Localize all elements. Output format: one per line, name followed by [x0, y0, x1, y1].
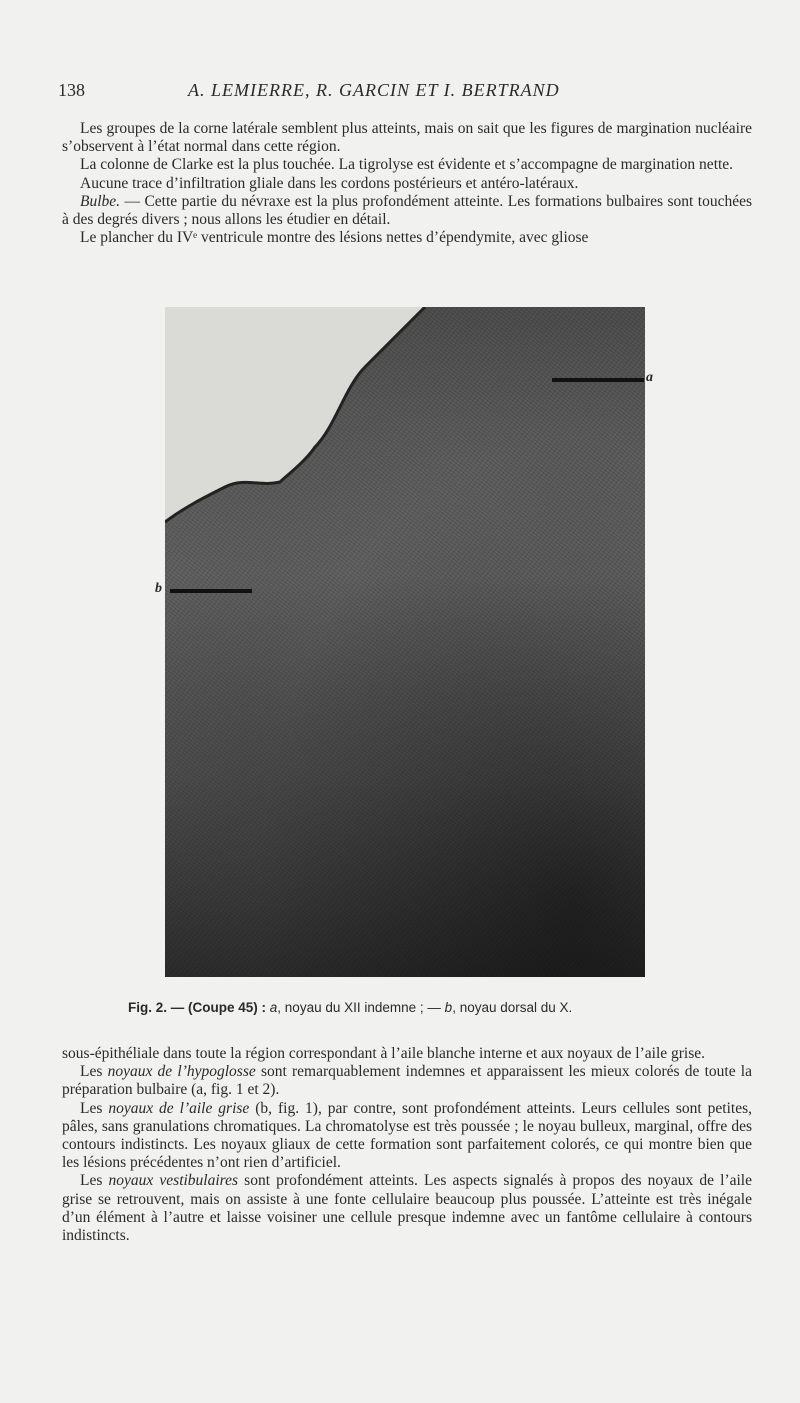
paragraph: Le plancher du IVᵉ ventricule montre des lésions nettes d’épendymite, avec gliose [80, 229, 589, 247]
paragraph: Aucune trace d’infiltration gliale dans les cordons postérieurs et antéro-latéraux. [80, 174, 579, 192]
micrograph-figure [165, 307, 645, 977]
paragraph [62, 1172, 752, 1245]
paragraph-text: sont profondément atteints. Les aspects signalés à propos des noyaux de l’aile grise se retrouvent, mais on assiste à une fonte cellulaire beaucoup plus poussée. L’atteinte est très inégale d’un élément à l’autre et laisse voisiner une cellule presque indemne avec un fantôme cellulaire à contours indistincts. [62, 1172, 752, 1245]
paragraph: La colonne de Clarke est la plus touchée. La tigrolyse est évidente et s’accompagne de margination nette. [80, 156, 734, 174]
caption-lead: Fig. 2. — (Coupe 45) : [128, 1000, 267, 1015]
caption-letter-a: a [269, 1000, 278, 1015]
italic-term: noyaux de l’aile grise [108, 1099, 250, 1117]
caption-text-b: , noyau dorsal du X. [452, 1000, 573, 1015]
section-heading: Bulbe. [80, 192, 121, 210]
paragraph-text: Les [80, 1172, 109, 1190]
paragraph: Les groupes de la corne latérale semblent plus atteints, mais on sait que les figures de margination nucléaire s’observent à l’état normal dans cette région. [62, 120, 752, 156]
paragraph [62, 1063, 752, 1099]
running-head: A. LEMIERRE, R. GARCIN ET I. BERTRAND [188, 80, 560, 100]
paragraph-text: sont remarquablement indemnes et apparaissent les mieux colorés de toute la préparation bulbaire (a, fig. 1 et 2). [62, 1063, 752, 1099]
paragraph-text: Les [80, 1063, 108, 1081]
italic-term: noyaux vestibulaires [108, 1172, 239, 1190]
bottom-text-block [62, 1045, 752, 1245]
italic-term: noyaux de l’hypoglosse [107, 1063, 256, 1081]
figure-caption [128, 1000, 688, 1015]
page-header [58, 80, 758, 104]
pointer-line-b [170, 589, 252, 593]
paragraph-text: (b, fig. 1), par contre, sont profondément atteints. Leurs cellules sont petites, pâles, sans granulations chromatiques. La chromatolyse est très poussée ; le noyau bulleux, marginal, offre des contours indistincts. Les noyaux gliaux de cette formation sont parfaitement colorés, ce qui montre bien que les lésions précédentes n’ont rien d’artificiel. [62, 1099, 752, 1172]
ventricle-space [165, 307, 425, 522]
paragraph [62, 1100, 752, 1173]
caption-letter-b: b [444, 1000, 453, 1015]
figure-label-b: b [155, 581, 162, 596]
caption-text-a: , noyau du XII indemne ; — [277, 1000, 441, 1015]
top-text-block [62, 120, 752, 247]
paragraph: sous-épithéliale dans toute la région correspondant à l’aile blanche interne et aux noyaux de l’aile grise. [62, 1045, 706, 1062]
paragraph-text: — Cette partie du névraxe est la plus profondément atteinte. Les formations bulbaires sont touchées à des degrés divers ; nous allons les étudier en détail. [62, 192, 752, 229]
page-number: 138 [58, 80, 85, 100]
figure-label-a: a [646, 370, 653, 385]
paragraph-text: Les [80, 1099, 109, 1117]
pointer-line-a [552, 378, 644, 382]
tissue-texture [165, 307, 645, 977]
paragraph [62, 193, 752, 229]
